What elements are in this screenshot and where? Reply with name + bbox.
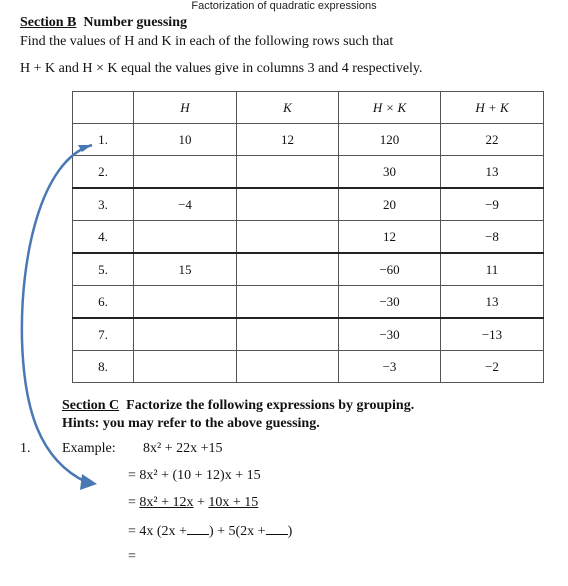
- cell-sum: 22: [441, 124, 544, 156]
- step-2: [128, 495, 258, 511]
- section-c-label: Section C: [62, 398, 120, 413]
- row-number: 4.: [73, 221, 134, 254]
- cell-sum: −8: [441, 221, 544, 254]
- cell-h: 15: [134, 253, 237, 286]
- row-number: 2.: [73, 156, 134, 189]
- section-c-hint: Hints: you may refer to the above guessing.: [62, 416, 320, 431]
- header-product: H × K: [339, 92, 441, 124]
- instruction-line-1: Find the values of H and K in each of the following rows such that: [20, 34, 394, 49]
- step-3-part-3: ): [287, 524, 293, 539]
- step-2-equals: =: [128, 495, 140, 510]
- example-label: Example:: [62, 441, 116, 456]
- cell-sum: −13: [441, 318, 544, 351]
- cell-sum: 13: [441, 156, 544, 189]
- cell-product: 30: [339, 156, 441, 189]
- row-number: 3.: [73, 188, 134, 221]
- header-h: H: [134, 92, 237, 124]
- page-header: Factorization of quadratic expressions: [191, 0, 377, 12]
- cell-product: −30: [339, 318, 441, 351]
- cell-product: −30: [339, 286, 441, 319]
- section-c-title: Factorize the following expressions by grouping.: [126, 398, 415, 413]
- cell-product: 120: [339, 124, 441, 156]
- answer-blank-2[interactable]: [266, 522, 288, 535]
- step-3: [128, 522, 292, 540]
- answer-blank-1[interactable]: [187, 522, 209, 535]
- cell-sum: −2: [441, 351, 544, 383]
- step-1: = 8x² + (10 + 12)x + 15: [128, 468, 261, 483]
- step-3-part-1: = 4x (2x +: [128, 524, 187, 539]
- instruction-line-2: H + K and H × K equal the values give in columns 3 and 4 respectively.: [20, 61, 423, 76]
- step-2-plus: +: [193, 495, 209, 510]
- header-sum: H + K: [441, 92, 544, 124]
- step-2-group-2: 10x + 15: [208, 495, 259, 510]
- row-number: 1.: [73, 124, 134, 156]
- cell-product: −60: [339, 253, 441, 286]
- cell-h: −4: [134, 188, 237, 221]
- cell-product: −3: [339, 351, 441, 383]
- cell-product: 20: [339, 188, 441, 221]
- step-3-part-2: ) + 5(2x +: [208, 524, 266, 539]
- cell-sum: 13: [441, 286, 544, 319]
- question-number: 1.: [20, 441, 31, 456]
- step-2-group-1: 8x² + 12x: [139, 495, 194, 510]
- row-number: 6.: [73, 286, 134, 319]
- section-c-heading: [62, 397, 414, 433]
- row-number: 5.: [73, 253, 134, 286]
- cell-k: 12: [237, 124, 339, 156]
- example-expression: 8x² + 22x +15: [143, 441, 223, 456]
- cell-sum: −9: [441, 188, 544, 221]
- header-k: K: [237, 92, 339, 124]
- section-b-label: Section B: [20, 15, 77, 30]
- step-4: =: [128, 549, 136, 564]
- cell-product: 12: [339, 221, 441, 254]
- row-number: 8.: [73, 351, 134, 383]
- cell-sum: 11: [441, 253, 544, 286]
- cell-h: 10: [134, 124, 237, 156]
- row-number: 7.: [73, 318, 134, 351]
- section-b-title: Number guessing: [83, 15, 187, 30]
